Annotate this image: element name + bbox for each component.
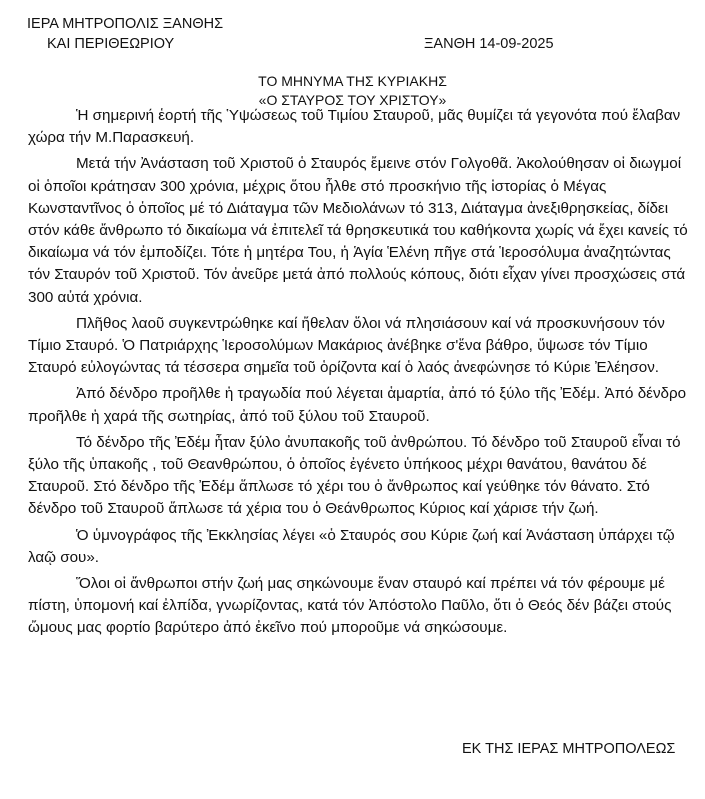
paragraph: Ὁ ὑμνογράφος τῆς Ἐκκλησίας λέγει «ὁ Σταυρός σου Κύριε ζωή καί Ἀνάσταση ὑπάρχει τῷ λαῷ σου». [28, 526, 675, 566]
place-date: ΞΑΝΘΗ 14-09-2025 [424, 36, 554, 52]
paragraph: Ἡ σημερινή ἑορτή τῆς Ὑψώσεως τοῦ Τιμίου Σταυροῦ, μᾶς θυμίζει τά γεγονότα πού ἔλαβαν χώρα τήν Μ.Παρασκευή. [28, 107, 681, 147]
paragraph: Ἀπό δένδρο προῆλθε ἡ τραγωδία πού λέγεται ἁμαρτία, ἀπό τό ξύλο τῆς Ἐδέμ. Ἀπό δένδρο προῆλθε ἡ χαρά τῆς σωτηρίας, ἀπό τοῦ ξύλου τοῦ Σταυροῦ. [28, 385, 687, 425]
title-line-1: ΤΟ ΜΗΝΥΜΑ ΤΗΣ ΚΥΡΙΑΚΗΣ [258, 73, 447, 89]
issuer-line-1: ΙΕΡΑ ΜΗΤΡΟΠΟΛΙΣ ΞΑΝΘΗΣ [27, 16, 224, 32]
paragraph: Ὅλοι οἱ ἄνθρωποι στήν ζωή μας σηκώνουμε ἕναν σταυρό καί πρέπει νά τόν φέρουμε μέ πίστη, ὑπομονή καί ἐλπίδα, γνωρίζοντας, κατά τόν Ἀπόστολο Παῦλο, ὅτι ὁ Θεός δέν βάζει στούς ὤμους μας φορτίο βαρύτερο ἀπό ἐκεῖνο πού μποροῦμε νά σηκώσουμε. [28, 575, 672, 637]
title-line-2: «Ο ΣΤΑΥΡΟΣ ΤΟΥ ΧΡΙΣΤΟΥ» [258, 92, 447, 108]
paragraph: Μετά τήν Ἀνάσταση τοῦ Χριστοῦ ὁ Σταυρός ἔμεινε στόν Γολγοθᾶ. Ἀκολούθησαν οἱ διωγμοί οἱ ὁποῖοι κράτησαν 300 χρόνια, μέχρις ὅτου ἦλθε στό προσκήνιο τῆς ἱστορίας ὁ Μέγας Κωνσταντῖνος ὁ ὁποῖος μέ τό Διάταγμα τῶν Μεδιολάνων τό 313, Διάταγμα ἀνεξιθρησκείας, δίδει στόν κάθε ἄνθρωπο τό δικαίωμα νά ἐπιτελεῖ τά θρησκευτικά του καθήκοντα χωρίς νά ἔχει κανείς τό δικαίωμα νά τόν ἐμποδίζει. Τότε ἡ μητέρα Του, ἡ Ἁγία Ἑλένη πῆγε στά Ἱεροσόλυμα ἀναζητώντας τόν Σταυρόν τοῦ Χριστοῦ. Τόν ἀνεῦρε μετά ἀπό πολλούς κόπους, διότι εἶχαν γίνει προσχώσεις στά 300 αὐτά χρόνια. [28, 155, 688, 306]
issuer-line-2: ΚΑΙ ΠΕΡΙΘΕΩΡΙΟΥ [47, 36, 175, 52]
signature-line: ΕΚ ΤΗΣ ΙΕΡΑΣ ΜΗΤΡΟΠΟΛΕΩΣ [462, 741, 676, 757]
paragraph: Τό δένδρο τῆς Ἐδέμ ἦταν ξύλο ἀνυπακοῆς τοῦ ἀνθρώπου. Τό δένδρο τοῦ Σταυροῦ εἶναι τό ξύλο τῆς ὑπακοῆς , τοῦ Θεανθρώπου, ὁ ὁποῖος ἐγένετο ὑπήκοος μέχρι θανάτου, θανάτου δέ Σταυροῦ. Στό δένδρο τῆς Ἐδέμ ἅπλωσε τό χέρι του ὁ ἄνθρωπος καί γεύθηκε τόν θάνατο. Στό δένδρο τοῦ Σταυροῦ ἅπλωσε τά χέρια του ὁ Θεάνθρωπος Κύριος καί χάρισε τήν ζωή. [28, 433, 681, 518]
message-body [28, 105, 690, 644]
paragraph: Πλῆθος λαοῦ συγκεντρώθηκε καί ἤθελαν ὅλοι νά πλησιάσουν καί νά προσκυνήσουν τόν Τίμιο Σταυρό. Ὁ Πατριάρχης Ἱεροσολύμων Μακάριος ἀνέβηκε σ'ἕνα βάθρο, ὕψωσε τόν Τίμιο Σταυρό εὐλογώντας τά τέσσερα σημεῖα τοῦ ὁρίζοντα καί ὁ λαός ἀνεφώνησε τό Κύριε Ἐλέησον. [28, 314, 665, 377]
issuer-block [27, 14, 223, 54]
